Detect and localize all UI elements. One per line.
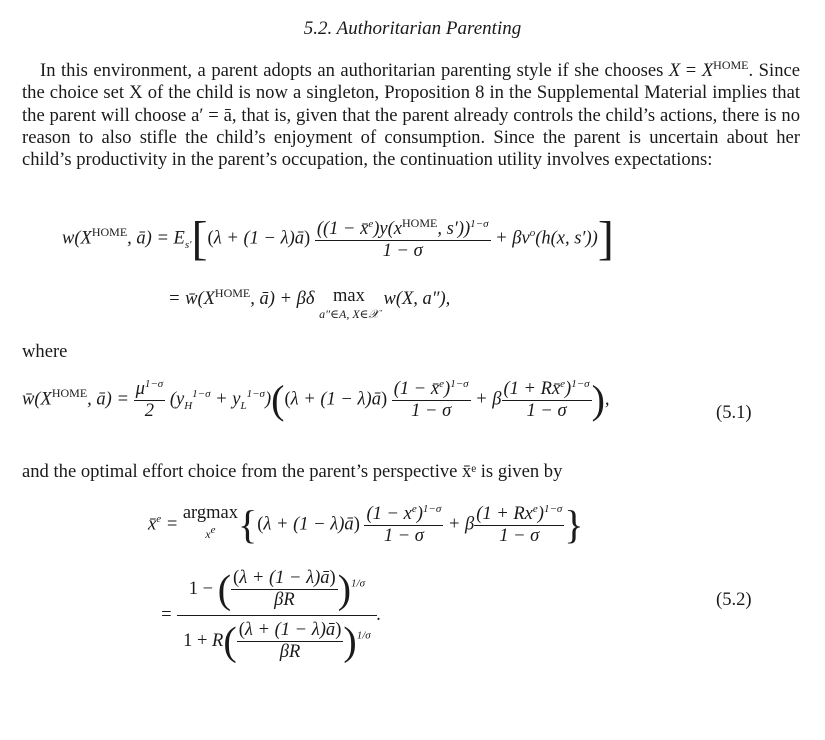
section-title: 5.2. Authoritarian Parenting — [303, 18, 522, 39]
paragraph-1-lead: In this environment, a parent adopts an authoritarian parenting style if she chooses — [40, 60, 664, 82]
equation-5-2-argmax: x̄$^e$ = argmax $x^e$ {(λ + (1 − λ)ā) $\frac{(1 - x^e)^{1-\sigma}}{1 - \sigma}$ + β $\frac{(1 + Rx^e)^{1-\sigma}}{1 - \sigma}$ } — [148, 502, 584, 548]
equation-w: $w(X^{HOME}$, ā) = $E_{s'}[(\lambda + (1$ − λ)ā) $\frac{((1 - x̄^e)y(x^{HOME}, s'))^{1-\sigma}}{1 - \sigma}$ + $\beta v^o(h(x$, s′))] — [62, 212, 614, 265]
equation-number-5-1: (5.1) — [716, 402, 752, 423]
where-label: where — [22, 341, 68, 362]
equation-w-continued: = $w̄(X^{HOME}$, ā) + βδ max a″∈A, X∈𝒳 w(X, a″), — [168, 286, 451, 321]
equation-5-1: $w̄(X^{HOME}$, ā) = $\frac{\mu^{1-\sigma}}{2}$ $(y_H^{1-\sigma} + y_L^{1-\sigma})((\lambda + (1$ − λ)ā) $\frac{(1 - x̄^e)^{1-\sigma}}{1 - \sigma}$ + β $\frac{(1 + Rx̄^e)^{1-\sigma}}{1 - \sigma}$ ), — [22, 377, 610, 423]
equation-5-2-closed-form: = 1 − ( $\frac{(\lambda + (1 - \lambda)ā)}{\beta R}$ )$^{1/\sigma}$ 1 + R( $\frac{(\lambda + (1 - \lambda)ā)}{\beta R}$ )$^{1/\sigma}$ . — [160, 566, 382, 664]
equation-number-5-2: (5.2) — [716, 589, 752, 610]
optimal-effort-text: and the optimal effort choice from the parent’s perspective x̄ᵉ is given by — [22, 461, 563, 482]
paragraph-1: In this environment, a parent adopts an authoritarian parenting style if she chooses $X = X^{HOME}$. Since the choice set X of the child is now a singleton, Proposition 8 in the Supplemental Material implies that the parent will choose a′ = ā, that is, given that the parent already controls the child’s actions, there is no reason to also stifle the child’s enjoyment of consumption. Since the parent is uncertain about her child’s productivity in the parent’s occupation, the continuation utility involves expectations: — [22, 58, 800, 170]
paragraph-1-rest: . Since the choice set X of the child is now a singleton, Proposition 8 in the Supplemental Material implies that the parent will choose a′ = ā, that is, given that the parent already controls the child’s actions, there is no reason to also stifle the child’s enjoyment of consumption. Since the parent is uncertain about her child’s productivity in the parent’s occupation, the continuation utility involves expectations: — [22, 60, 800, 170]
